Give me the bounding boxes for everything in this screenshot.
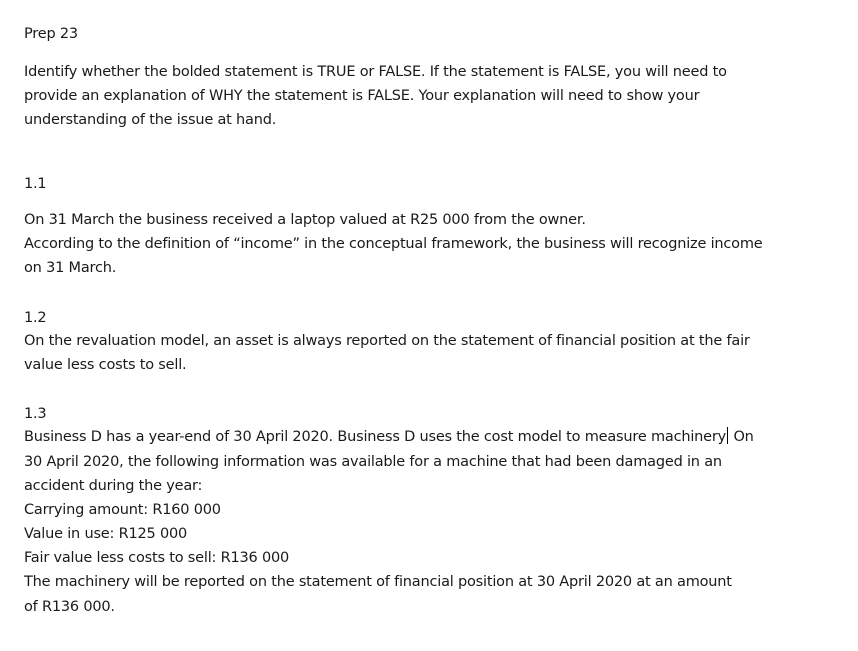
instructions-line-3: understanding of the issue at hand. — [24, 112, 277, 128]
text-cursor — [727, 427, 728, 444]
instructions-line-1: Identify whether the bolded statement is TRUE or FALSE. If the statement is FALSE, you will need to — [24, 64, 727, 80]
question-1-2-line-1: On the revaluation model, an asset is always reported on the statement of financial position at the fair — [24, 333, 750, 349]
question-1-1-line-3: on 31 March. — [24, 260, 117, 276]
question-number-1-1: 1.1 — [24, 176, 47, 192]
question-1-3-line-1-text-a: Business D has a year-end of 30 April 2020. Business D uses the cost model to measure machinery — [24, 429, 727, 445]
question-1-3-line-3: accident during the year: — [24, 478, 203, 494]
value-in-use-line: Value in use: R125 000 — [24, 526, 188, 542]
question-number-1-3: 1.3 — [24, 406, 47, 422]
question-1-1-line-1: On 31 March the business received a laptop valued at R25 000 from the owner. — [24, 212, 586, 228]
document-title: Prep 23 — [24, 26, 78, 42]
question-1-3-line-7: The machinery will be reported on the statement of financial position at 30 April 2020 at an amount — [24, 574, 732, 590]
instructions-line-2: provide an explanation of WHY the statement is FALSE. Your explanation will need to show your — [24, 88, 700, 104]
fair-value-line: Fair value less costs to sell: R136 000 — [24, 550, 290, 566]
question-1-3-line-8: of R136 000. — [24, 599, 115, 615]
question-1-3-line-1-text-b: On — [729, 429, 754, 445]
question-number-1-2: 1.2 — [24, 310, 47, 326]
question-1-3-line-1[interactable] — [24, 427, 754, 447]
question-1-1-line-2: According to the definition of “income” in the conceptual framework, the business will recognize income — [24, 236, 763, 252]
question-1-2-line-2: value less costs to sell. — [24, 357, 187, 373]
question-1-3-line-2: 30 April 2020, the following information was available for a machine that had been damaged in an — [24, 454, 722, 470]
carrying-amount-line: Carrying amount: R160 000 — [24, 502, 221, 518]
